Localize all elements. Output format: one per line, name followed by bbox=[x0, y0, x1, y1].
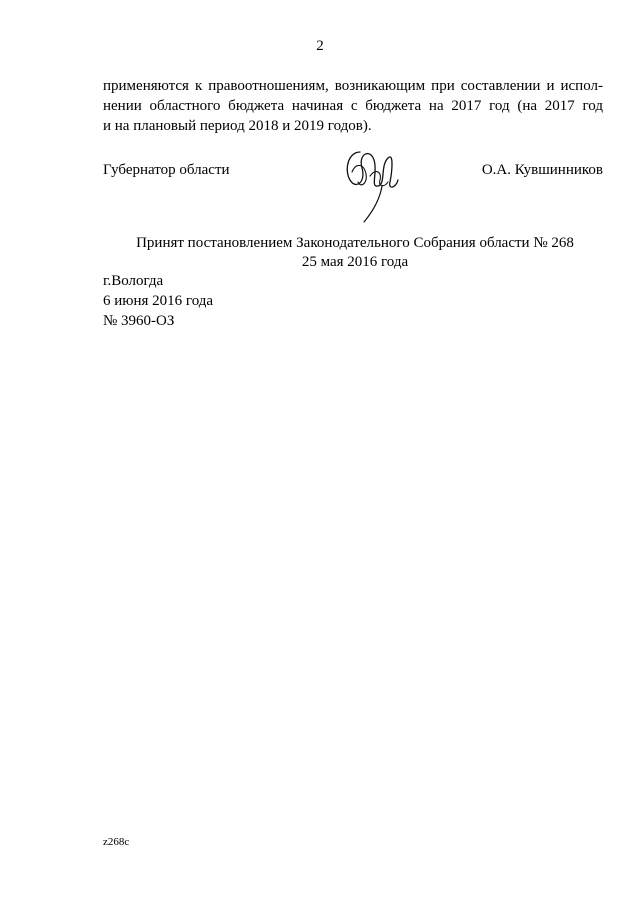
governor-title: Губернатор области bbox=[103, 162, 230, 178]
body-paragraph bbox=[103, 76, 603, 136]
governor-name: О.А. Кувшинников bbox=[481, 162, 603, 178]
law-number: № 3960-ОЗ bbox=[103, 313, 175, 329]
page-number: 2 bbox=[316, 38, 324, 54]
city: г.Вологда bbox=[103, 273, 164, 289]
adoption-line-1: Принят постановлением Законодательного Собрания области № 268 bbox=[136, 235, 574, 251]
footer-code: z268c bbox=[103, 836, 130, 848]
adoption-line-2: 25 мая 2016 года bbox=[301, 254, 409, 270]
handwritten-signature bbox=[330, 142, 410, 230]
paragraph-line-3: и на плановый период 2018 и 2019 годов). bbox=[103, 118, 372, 134]
paragraph-line-2: нении областного бюджета начиная с бюджета на 2017 год (на 2017 год bbox=[103, 98, 603, 114]
adoption-note bbox=[0, 234, 640, 272]
place-date-number bbox=[103, 271, 213, 331]
signing-date: 6 июня 2016 года bbox=[103, 293, 214, 309]
paragraph-line-1: применяются к правоотношениям, возникающим при составлении и испол- bbox=[103, 78, 603, 94]
